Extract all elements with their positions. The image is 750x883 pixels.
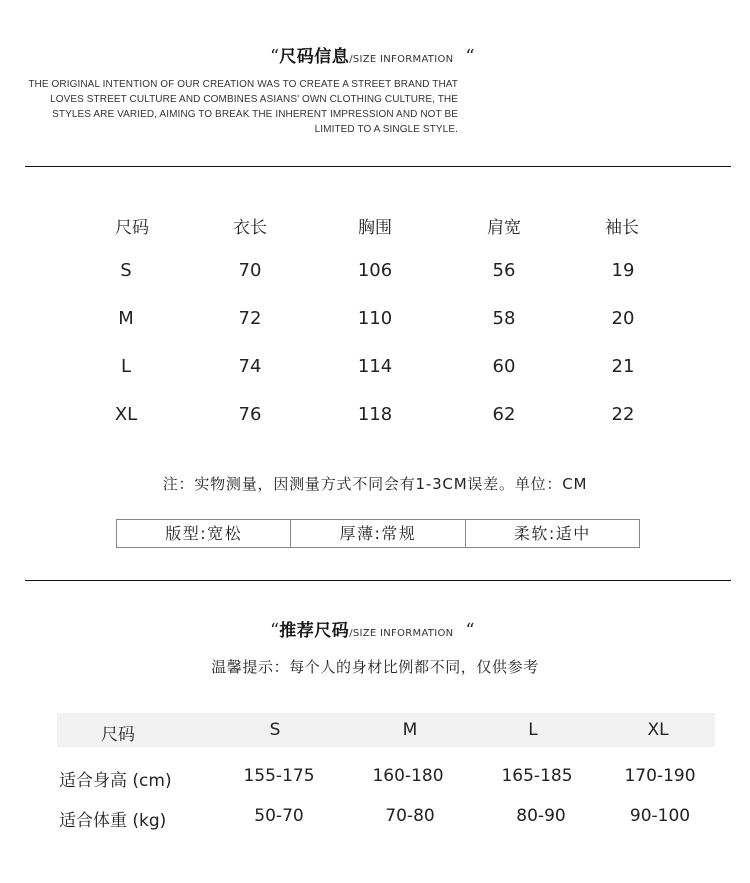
table-cell: 165-185 [501, 766, 573, 786]
intro-text [18, 77, 458, 137]
divider-top [25, 166, 731, 167]
header-length: 衣长 [233, 218, 267, 238]
recommend-header-label: 尺码 [101, 725, 135, 745]
table-cell: 58 [492, 308, 516, 329]
attr-thickness: 厚薄:常规 [291, 520, 465, 547]
table-cell: 21 [611, 356, 635, 377]
header-sleeve: 袖长 [605, 218, 639, 238]
table-cell: L [120, 356, 132, 377]
table-cell: 114 [357, 356, 393, 377]
header-shoulder: 肩宽 [487, 218, 521, 238]
table-cell: S [120, 260, 132, 281]
table-cell: 90-100 [629, 806, 691, 826]
table-cell: 62 [492, 404, 516, 425]
table-cell: 19 [611, 260, 635, 281]
table-cell: 80-90 [516, 806, 566, 826]
table-cell: 155-175 [243, 766, 315, 786]
table-cell: 70 [238, 260, 262, 281]
table-cell: 160-180 [372, 766, 444, 786]
quote-close: “ [465, 46, 475, 67]
intro-line: LOVES STREET CULTURE AND COMBINES ASIANS' OWN CLOTHING CULTURE, THE [50, 94, 458, 105]
table-cell: 20 [611, 308, 635, 329]
title-en: /SIZE INFORMATION [349, 628, 454, 639]
quote-open: “ [270, 46, 280, 67]
recommend-header-size: S [269, 720, 281, 740]
table-cell: 22 [611, 404, 635, 425]
quote-open: “ [270, 620, 280, 641]
tip-text: 温馨提示：每个人的身材比例都不同，仅供参考 [211, 658, 539, 676]
title-zh: 尺码信息 [279, 47, 350, 67]
recommend-header-size: L [528, 720, 538, 740]
recommend-header-size: XL [647, 720, 669, 740]
intro-line: THE ORIGINAL INTENTION OF OUR CREATION WAS TO CREATE A STREET BRAND THAT [28, 79, 458, 90]
table-cell: 74 [238, 356, 262, 377]
table-cell: 118 [357, 404, 393, 425]
table-cell: 106 [357, 260, 393, 281]
measurement-note: 注：实物测量，因测量方式不同会有1-3CM误差。单位：CM [162, 475, 588, 493]
recommend-header-size: M [402, 720, 418, 740]
attr-fit: 版型:宽松 [117, 520, 291, 547]
title-en: /SIZE INFORMATION [349, 54, 454, 65]
table-cell: M [118, 308, 134, 329]
table-cell: 70-80 [385, 806, 435, 826]
intro-line: LIMITED TO A SINGLE STYLE. [314, 124, 458, 135]
intro-line: STYLES ARE VARIED, AIMING TO BREAK THE INHERENT IMPRESSION AND NOT BE [52, 109, 458, 120]
quote-close: “ [465, 620, 475, 641]
table-cell: 76 [238, 404, 262, 425]
height-row-label: 适合身高 (cm) [59, 771, 172, 791]
weight-row-label: 适合体重 (kg) [59, 811, 167, 831]
divider-middle [25, 580, 731, 581]
size-info-title [270, 42, 475, 67]
recommend-header-row [57, 713, 715, 747]
attributes-box [116, 519, 640, 548]
table-cell: 110 [357, 308, 393, 329]
table-cell: 170-190 [624, 766, 696, 786]
table-cell: XL [114, 404, 138, 425]
table-cell: 50-70 [254, 806, 304, 826]
header-size: 尺码 [115, 218, 149, 238]
header-chest: 胸围 [358, 218, 392, 238]
recommend-title [270, 616, 475, 641]
table-cell: 72 [238, 308, 262, 329]
table-cell: 60 [492, 356, 516, 377]
attr-softness: 柔软:适中 [513, 524, 591, 543]
title-zh: 推荐尺码 [279, 621, 350, 641]
table-cell: 56 [492, 260, 516, 281]
